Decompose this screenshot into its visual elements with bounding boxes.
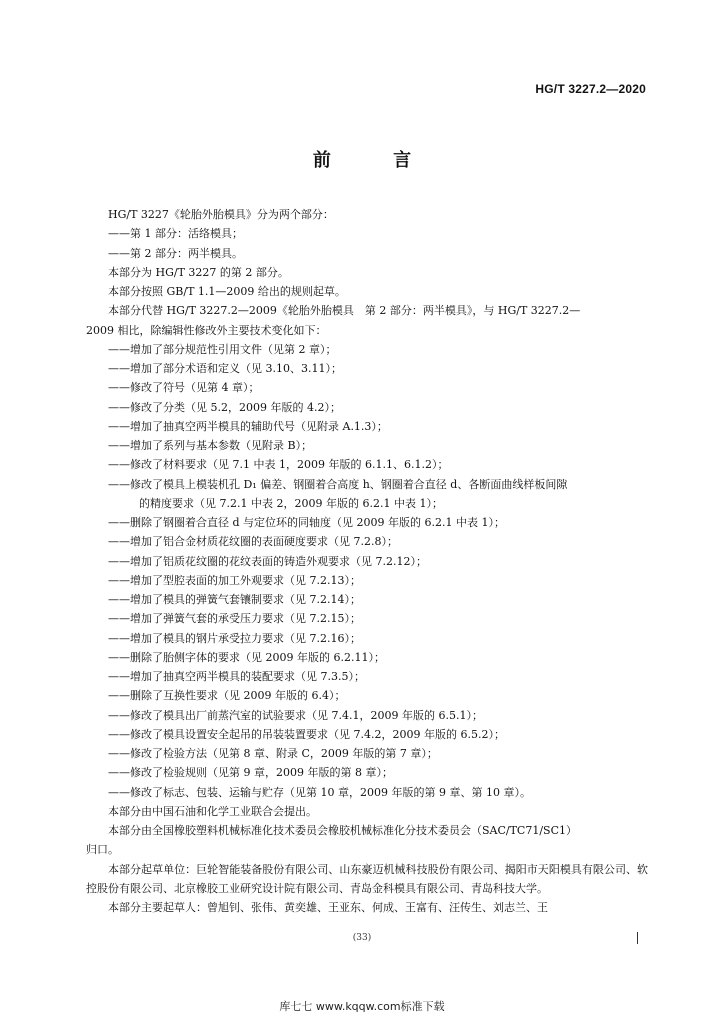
- change-item: ——修改了检验方法（见第 8 章、附录 C，2009 年版的第 7 章）；: [108, 747, 438, 760]
- replacement-paragraph-cont: 2009 相比，除编辑性修改外主要技术变化如下：: [86, 323, 327, 337]
- centralized-paragraph-cont: 归口。: [86, 843, 119, 857]
- change-item: ——增加了铝合金材质花纹圈的表面硬度要求（见 7.2.8）；: [108, 535, 398, 549]
- change-item: ——修改了标志、包装、运输与贮存（见第 10 章，2009 年版的第 9 章、第 10 章）。: [108, 785, 531, 799]
- change-item: ——修改了材料要求（见 7.1 中表 1，2009 年版的 6.1.1、6.1.2）；: [108, 458, 449, 472]
- replacement-paragraph: 本部分代替 HG/T 3227.2—2009《轮胎外胎模具 第 2 部分：两半模具》，与 HG/T 3227.2—: [108, 304, 581, 318]
- centralized-paragraph: 本部分由全国橡胶塑料机械标准化技术委员会橡胶机械标准化分技术委员会（SAC/TC71/SC1）: [108, 824, 578, 837]
- change-item: ——增加了弹簧气套的承受压力要求（见 7.2.15）；: [108, 612, 361, 626]
- change-item: ——增加了铝质花纹圈的花纹表面的铸造外观要求（见 7.2.12）；: [108, 554, 427, 568]
- change-item: ——增加了部分术语和定义（见 3.10、3.11）；: [108, 362, 342, 375]
- change-item: ——修改了检验规则（见第 9 章，2009 年版的第 8 章）；: [108, 766, 393, 780]
- watermark-footer: 库七七 www.kqqw.com标准下载: [279, 1000, 445, 1013]
- page-number: (33): [352, 933, 372, 943]
- scope-paragraph: 本部分为 HG/T 3227 的第 2 部分。: [108, 265, 289, 279]
- document-code: HG/T 3227.2—2020: [535, 82, 646, 96]
- change-item: ——增加了抽真空两半模具的辅助代号（见附录 A.1.3）；: [108, 419, 388, 433]
- part-list-item: ——第 2 部分：两半模具。: [108, 246, 243, 260]
- change-item: ——修改了模具出厂前蒸汽室的试验要求（见 7.4.1，2009 年版的 6.5.1）；: [108, 708, 483, 722]
- change-item: ——删除了钢圈着合直径 d 与定位环的同轴度（见 2009 年版的 6.2.1 中表 1）；: [108, 516, 505, 529]
- change-item: ——增加了系列与基本参数（见附录 B）；: [108, 439, 313, 452]
- proposer-paragraph: 本部分由中国石油和化学工业联合会提出。: [108, 804, 317, 818]
- change-item: ——删除了胎侧字体的要求（见 2009 年版的 6.2.11）；: [108, 650, 385, 664]
- change-item: ——增加了模具的弹簧气套镶制要求（见 7.2.14）；: [108, 593, 361, 606]
- change-item-cont: 的精度要求（见 7.2.1 中表 2，2009 年版的 6.2.1 中表 1）；: [139, 496, 443, 510]
- intro-paragraph: HG/T 3227《轮胎外胎模具》分为两个部分：: [108, 208, 334, 221]
- change-item: ——增加了模具的钢片承受拉力要求（见 7.2.16）；: [108, 631, 361, 645]
- drafting-rule-paragraph: 本部分按照 GB/T 1.1—2009 给出的规则起草。: [108, 285, 346, 298]
- drafters-paragraph: 本部分主要起草人：曾旭钊、张伟、黄奕雄、王亚东、何成、王富有、汪传生、刘志兰、王: [108, 901, 548, 914]
- page-title: 前 言: [312, 150, 440, 171]
- document-body: [86, 205, 648, 917]
- change-item: ——增加了抽真空两半模具的装配要求（见 7.3.5）；: [108, 670, 365, 683]
- change-item: ——修改了模具上模装机孔 D₁ 偏差、钢圈着合高度 h、钢圈着合直径 d、各断面曲线样板间隙: [108, 477, 568, 491]
- part-list-item: ——第 1 部分：活络模具；: [108, 227, 243, 241]
- drafting-units-paragraph: 本部分起草单位：巨轮智能装备股份有限公司、山东豪迈机械科技股份有限公司、揭阳市天阳模具有限公司、软控股份有限公司、北京橡胶工业研究设计院有限公司、青岛金科模具有限公司、青岛科技大学。: [86, 862, 648, 895]
- margin-mark: [637, 932, 638, 944]
- change-item: ——修改了符号（见第 4 章）；: [108, 381, 260, 395]
- change-item: ——删除了互换性要求（见 2009 年版的 6.4）；: [108, 689, 346, 703]
- change-item: ——增加了部分规范性引用文件（见第 2 章）；: [108, 342, 337, 356]
- change-item: ——修改了模具设置安全起吊的吊装装置要求（见 7.4.2，2009 年版的 6.5.2）；: [108, 727, 505, 741]
- change-item: ——修改了分类（见 5.2，2009 年版的 4.2）；: [108, 400, 341, 414]
- change-item: ——增加了型腔表面的加工外观要求（见 7.2.13）；: [108, 573, 361, 587]
